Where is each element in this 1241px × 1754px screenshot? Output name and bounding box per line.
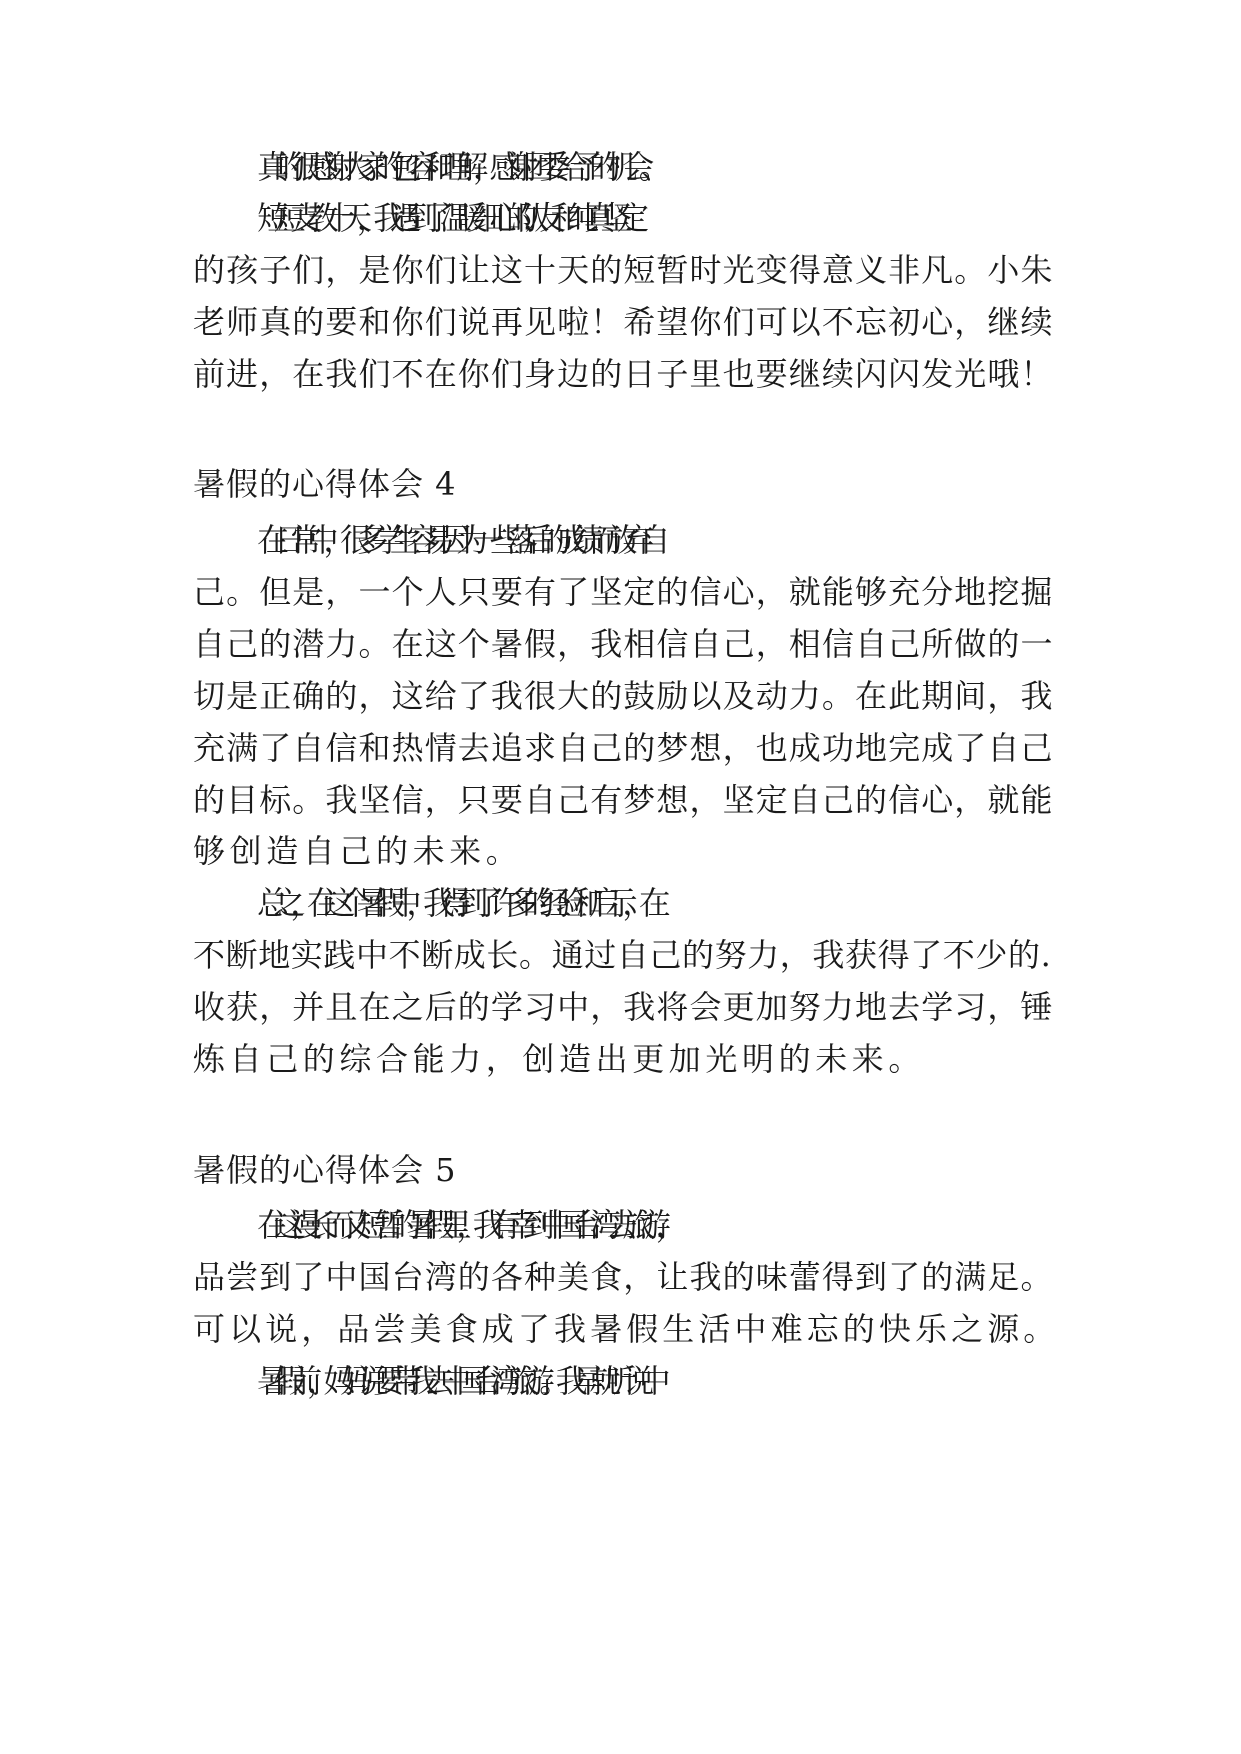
paragraph-line: 充满了自信和热情去追求自己的梦想，也成功地完成了自己 — [193, 729, 1054, 767]
paragraph-line: 切是正确的，这给了我很大的鼓励以及动力。在此期间，我 — [193, 677, 1054, 715]
paragraph-line: 不断地实践中不断成长。通过自己的努力，我获得了不少的. — [193, 936, 1052, 974]
paragraph-line: 的目标。我坚信，只要自己有梦想，坚定自己的信心，就能 — [193, 781, 1054, 819]
paragraph-line: 在这漫长而又短暂的暑假里，我有幸到中国台湾去旅游， — [257, 1206, 673, 1244]
paragraph-line: 收获，并且在之后的学习中，我将会更加努力地去学习，锤 — [193, 988, 1054, 1026]
paragraph-line: 够创造自己的未来。 — [193, 832, 523, 870]
paragraph-line: 总之，在这个暑假中，我得到了许多的经验和启示，在 — [257, 884, 656, 922]
paragraph-line: 短短支教十天，我遇到了温暖细心的.队友和纯真坚定 — [257, 199, 634, 237]
paragraph-line: 的孩子们，是你们让这十天的短暂时光变得意义非凡。小朱 — [193, 251, 1054, 289]
section-heading: 暑假的心得体会 4 — [193, 465, 457, 503]
paragraph-line: 自己的潜力。在这个暑假，我相信自己，相信自己所做的一 — [193, 625, 1054, 663]
paragraph-line: 真的很感谢大家的包容和理解，感谢团委给予的机会。 — [257, 148, 656, 186]
paragraph-line: 己。但是，一个人只要有了坚定的信心，就能够充分地挖掘 — [193, 573, 1054, 611]
paragraph-line: 老师真的要和你们说再见啦！希望你们可以不忘初心，继续 — [193, 303, 1054, 341]
paragraph-line: 品尝到了中国台湾的各种美食，让我的味蕾得到了的满足。 — [193, 1258, 1054, 1296]
paragraph-line: 前进，在我们不在你们身边的日子里也要继续闪闪发光哦！ — [193, 355, 1054, 393]
section-heading: 暑假的心得体会 5 — [193, 1151, 457, 1189]
paragraph-line: 炼自己的综合能力，创造出更加光明的未来。 — [193, 1040, 926, 1078]
paragraph-line: 暑假前，妈妈说要带我去中国台湾旅游。我早就听说中 — [257, 1362, 656, 1400]
paragraph-line: 在日常中，很多学生容易因为一些落后的成绩而放弃自 — [257, 521, 656, 559]
paragraph-line: 可以说，品尝美食成了我暑假生活中难忘的快乐之源。 — [193, 1310, 1060, 1348]
